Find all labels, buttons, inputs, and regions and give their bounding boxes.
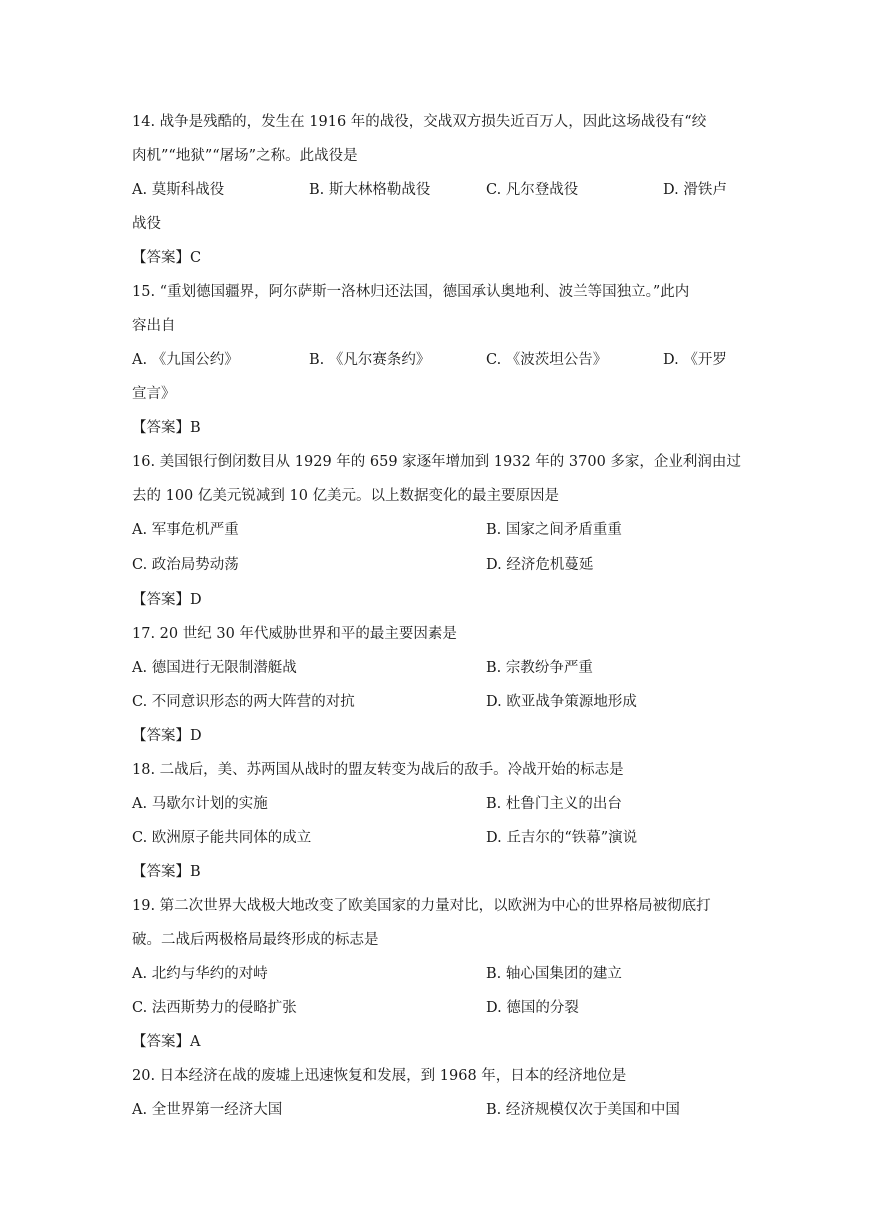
question-16-answer: 【答案】D [132, 592, 202, 608]
option-b[interactable]: B. 轴心国集团的建立 [486, 966, 622, 982]
question-17-answer: 【答案】D [132, 728, 202, 744]
question-17-stem-line-1: 17. 20 世纪 30 年代威胁世界和平的最主要因素是 [132, 626, 457, 642]
option-c[interactable]: C. 法西斯势力的侵略扩张 [132, 1000, 297, 1016]
question-16-options-row-2 [132, 555, 732, 575]
question-14-answer: 【答案】C [132, 250, 202, 266]
question-19-answer: 【答案】A [132, 1034, 201, 1050]
option-b[interactable]: B. 经济规模仅次于美国和中国 [486, 1102, 680, 1118]
question-20-stem-line-1: 20. 日本经济在战的废墟上迅速恢复和发展，到 1968 年，日本的经济地位是 [132, 1068, 627, 1084]
question-16-stem-line-2: 去的 100 亿美元锐减到 10 亿美元。以上数据变化的最主要原因是 [132, 488, 560, 504]
option-b[interactable]: B. 宗教纷争严重 [486, 660, 593, 676]
question-19-options-row-1 [132, 964, 732, 984]
question-17-options-row-1 [132, 658, 732, 678]
option-c[interactable]: C. 凡尔登战役 [486, 182, 579, 198]
question-19-stem-line-2: 破。二战后两极格局最终形成的标志是 [132, 932, 379, 948]
question-14-options [132, 180, 732, 200]
question-18-options-row-1 [132, 794, 732, 814]
option-b[interactable]: B. 《凡尔赛条约》 [309, 352, 431, 368]
question-18-answer: 【答案】B [132, 864, 201, 880]
option-c[interactable]: C. 《波茨坦公告》 [486, 352, 608, 368]
question-15-stem-line-1: 15. “重划德国疆界，阿尔萨斯一洛林归还法国，德国承认奥地利、波兰等国独立。”此内 [132, 284, 690, 300]
option-b[interactable]: B. 杜鲁门主义的出台 [486, 796, 622, 812]
question-16-options-row-1 [132, 520, 732, 540]
option-a[interactable]: A. 全世界第一经济大国 [132, 1102, 283, 1118]
question-15-answer: 【答案】B [132, 420, 201, 436]
option-b[interactable]: B. 斯大林格勒战役 [309, 182, 431, 198]
question-14-option-wrap: 战役 [132, 216, 161, 232]
option-c[interactable]: C. 政治局势动荡 [132, 557, 239, 573]
option-d[interactable]: D. 德国的分裂 [486, 1000, 579, 1016]
question-17-options-row-2 [132, 692, 732, 712]
option-b[interactable]: B. 国家之间矛盾重重 [486, 522, 622, 538]
option-a[interactable]: A. 《九国公约》 [132, 352, 239, 368]
option-a[interactable]: A. 军事危机严重 [132, 522, 239, 538]
option-d[interactable]: D. 经济危机蔓延 [486, 557, 594, 573]
question-18-options-row-2 [132, 828, 732, 848]
option-a[interactable]: A. 德国进行无限制潜艇战 [132, 660, 297, 676]
option-a[interactable]: A. 莫斯科战役 [132, 182, 225, 198]
option-d[interactable]: D. 滑铁卢 [663, 182, 727, 198]
question-19-stem-line-1: 19. 第二次世界大战极大地改变了欧美国家的力量对比，以欧洲为中心的世界格局被彻底打 [132, 898, 711, 914]
option-d[interactable]: D. 欧亚战争策源地形成 [486, 694, 637, 710]
question-18-stem-line-1: 18. 二战后，美、苏两国从战时的盟友转变为战后的敌手。冷战开始的标志是 [132, 762, 624, 778]
option-c[interactable]: C. 欧洲原子能共同体的成立 [132, 830, 312, 846]
question-15-options [132, 350, 732, 370]
option-d[interactable]: D. 《开罗 [663, 352, 727, 368]
question-14-stem-line-2: 肉机”“地狱”“屠场”之称。此战役是 [132, 148, 358, 164]
option-d[interactable]: D. 丘吉尔的“铁幕”演说 [486, 830, 638, 846]
question-15-option-wrap: 宣言》 [132, 386, 176, 402]
option-a[interactable]: A. 北约与华约的对峙 [132, 966, 268, 982]
question-15-stem-line-2: 容出自 [132, 318, 176, 334]
option-a[interactable]: A. 马歇尔计划的实施 [132, 796, 268, 812]
question-16-stem-line-1: 16. 美国银行倒闭数目从 1929 年的 659 家逐年增加到 1932 年的 3700 多家，企业利润由过 [132, 454, 741, 470]
question-20-options-row-1 [132, 1100, 732, 1120]
option-c[interactable]: C. 不同意识形态的两大阵营的对抗 [132, 694, 355, 710]
question-14-stem-line-1: 14. 战争是残酷的，发生在 1916 年的战役，交战双方损失近百万人，因此这场战役有“绞 [132, 114, 707, 130]
question-19-options-row-2 [132, 998, 732, 1018]
